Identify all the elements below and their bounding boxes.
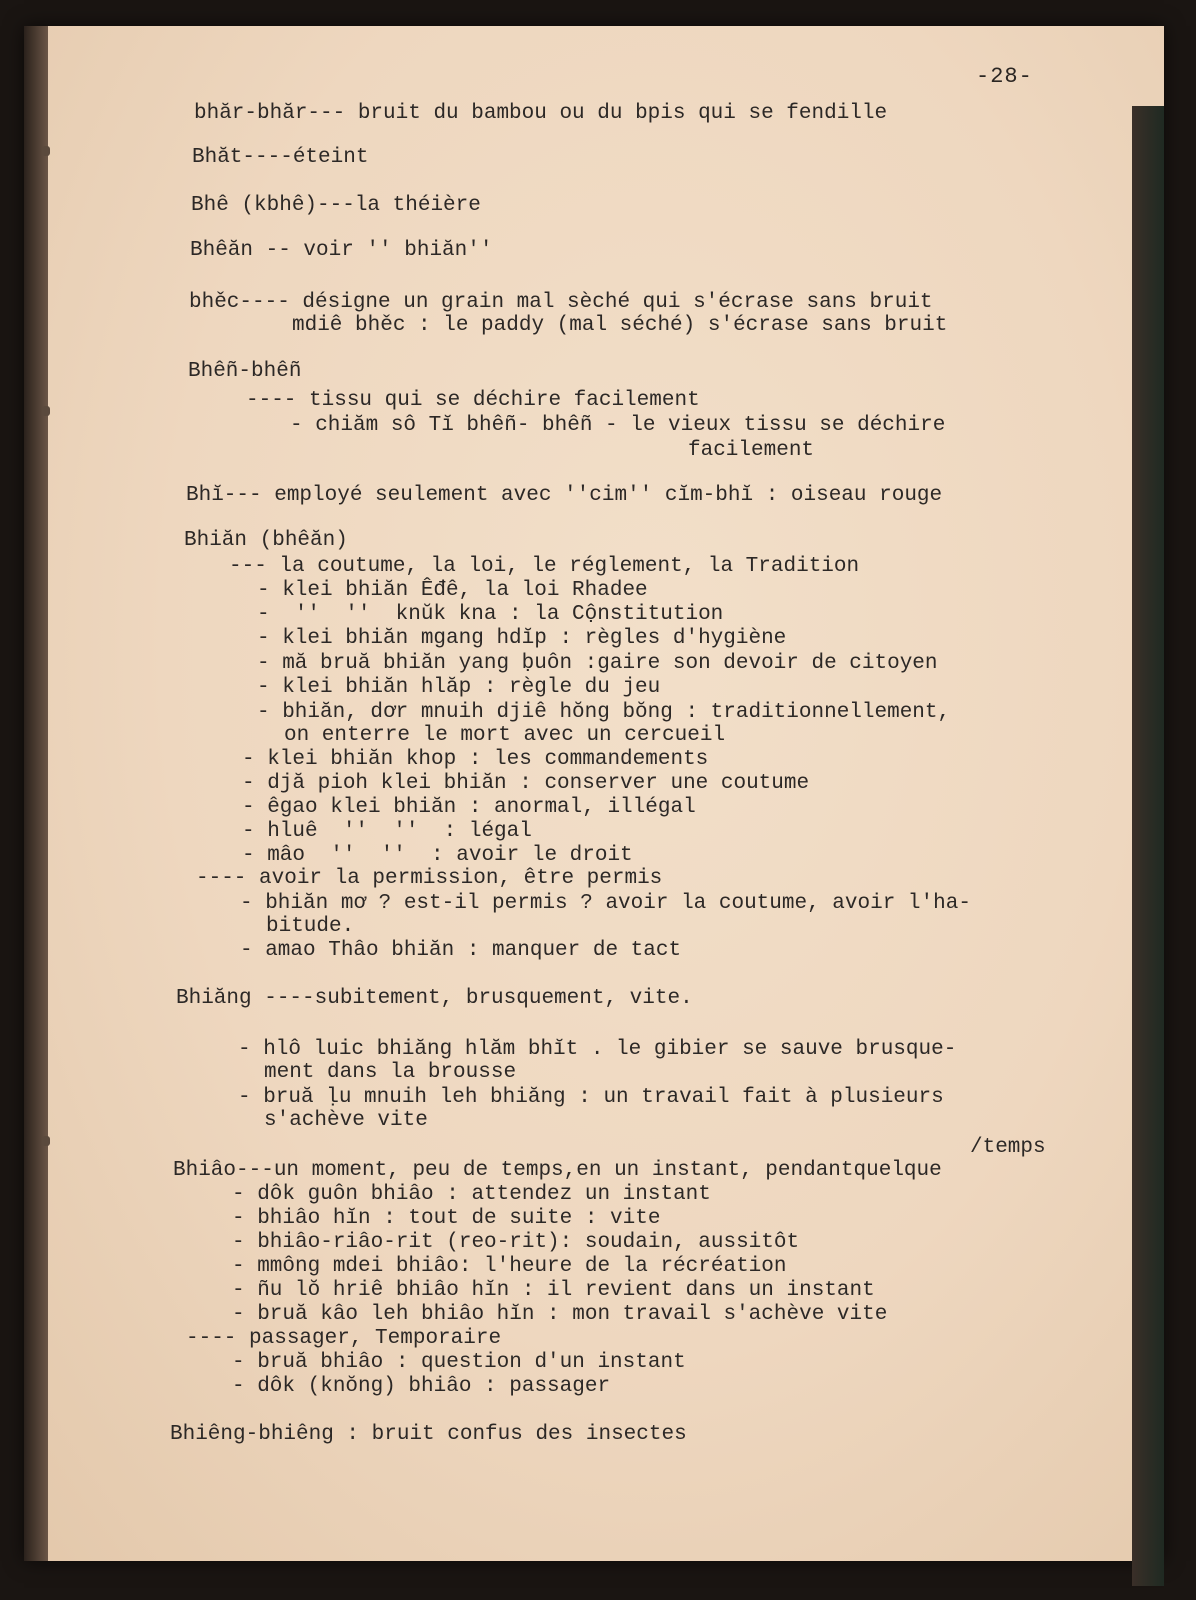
entry-line: - chiăm sô Tĭ bhêñ- bhêñ - le vieux tissu se déchire (290, 414, 946, 437)
entry-line: Bhĭ--- employé seulement avec ''cim'' cĭm-bhĭ : oiseau rouge (186, 484, 943, 507)
entry-line: - ñu lŏ hriê bhiâo hĭn : il revient dans un instant (232, 1279, 875, 1302)
document-page (24, 26, 1164, 1561)
entry-line: - êgao klei bhiăn : anormal, illégal (242, 796, 696, 819)
binding-edge (24, 26, 48, 1561)
page-number: -28- (976, 64, 1033, 89)
entry-line: - bruă ḷu mnuih leh bhiăng : un travail fait à plusieurs (238, 1086, 944, 1109)
entry-line: ment dans la brousse (264, 1061, 517, 1084)
entry-line: Bhiăn (bhêăn) (184, 529, 348, 552)
entry-line: Bhăt----éteint (192, 146, 369, 169)
entry-line: bhăr-bhăr--- bruit du bambou ou du bpis qui se fendille (194, 102, 888, 125)
entry-line: - bhiâo-riâo-rit (reo-rit): soudain, aussitôt (232, 1231, 800, 1254)
entry-line: - bhiăn mơ ? est-il permis ? avoir la coutume, avoir l'ha- (240, 892, 971, 915)
entry-line: Bhiăng ----subitement, brusquement, vite. (176, 987, 693, 1010)
entry-line: - klei bhiăn mgang hdĭp : règles d'hygiène (257, 627, 787, 650)
entry-line: - '' '' knŭk kna : la Cộnstitution (257, 603, 724, 626)
entry-line: - mâo '' '' : avoir le droit (242, 844, 633, 867)
entry-line: Bhiâo---un moment, peu de temps,en un instant, pendantquelque (173, 1159, 942, 1182)
entry-line: - djă pioh klei bhiăn : conserver une coutume (242, 772, 810, 795)
entry-line: Bhê (kbhê)---la théière (191, 194, 481, 217)
book-edge (1132, 106, 1164, 1586)
entry-line: ---- tissu qui se déchire facilement (246, 389, 700, 412)
entry-line: bhěc---- désigne un grain mal sèché qui s'écrase sans bruit (189, 291, 933, 314)
entry-line: - bhiâo hĭn : tout de suite : vite (232, 1207, 661, 1230)
entry-line: s'achève vite (264, 1109, 428, 1132)
entry-line: Bhêăn -- voir '' bhiăn'' (190, 239, 493, 262)
entry-line: - bhiăn, dơr mnuih djiê hŏng bŏng : traditionnellement, (257, 701, 951, 724)
entry-line: - bruă bhiâo : question d'un instant (232, 1351, 686, 1374)
entry-line: - amao Thâo bhiăn : manquer de tact (240, 939, 682, 962)
entry-line: - klei bhiăn hlăp : règle du jeu (257, 676, 661, 699)
entry-line: - mă bruă bhiăn yang ḅuôn :gaire son devoir de citoyen (257, 652, 938, 675)
binding-hole (42, 406, 50, 416)
entry-line: Bhiêng-bhiêng : bruit confus des insectes (170, 1423, 687, 1446)
entry-line: - dôk guôn bhiâo : attendez un instant (232, 1183, 711, 1206)
entry-line: facilement (688, 439, 815, 462)
entry-line: bitude. (266, 915, 355, 938)
entry-line: /temps (970, 1136, 1046, 1159)
entry-line: - dôk (knŏng) bhiâo : passager (232, 1375, 611, 1398)
entry-line: - mmông mdei bhiâo: l'heure de la récréation (232, 1255, 787, 1278)
entry-line: on enterre le mort avec un cercueil (284, 724, 726, 747)
entry-line: - hlô luic bhiăng hlăm bhĭt . le gibier se sauve brusque- (238, 1038, 957, 1061)
binding-hole (42, 1136, 50, 1146)
entry-line: ---- passager, Temporaire (186, 1327, 502, 1350)
entry-line: Bhêñ-bhêñ (188, 360, 302, 383)
entry-line: ---- avoir la permission, être permis (196, 867, 663, 890)
binding-hole (42, 146, 50, 156)
entry-line: - klei bhiăn Êđê, la loi Rhadee (257, 579, 648, 602)
entry-line: --- la coutume, la loi, le réglement, la Tradition (229, 555, 860, 578)
entry-line: - klei bhiăn khop : les commandements (242, 748, 709, 771)
entry-line: - bruă kâo leh bhiâo hĭn : mon travail s'achève vite (232, 1303, 888, 1326)
entry-line: - hluê '' '' : légal (242, 820, 532, 843)
entry-line: mdiê bhěc : le paddy (mal séché) s'écrase sans bruit (292, 314, 948, 337)
